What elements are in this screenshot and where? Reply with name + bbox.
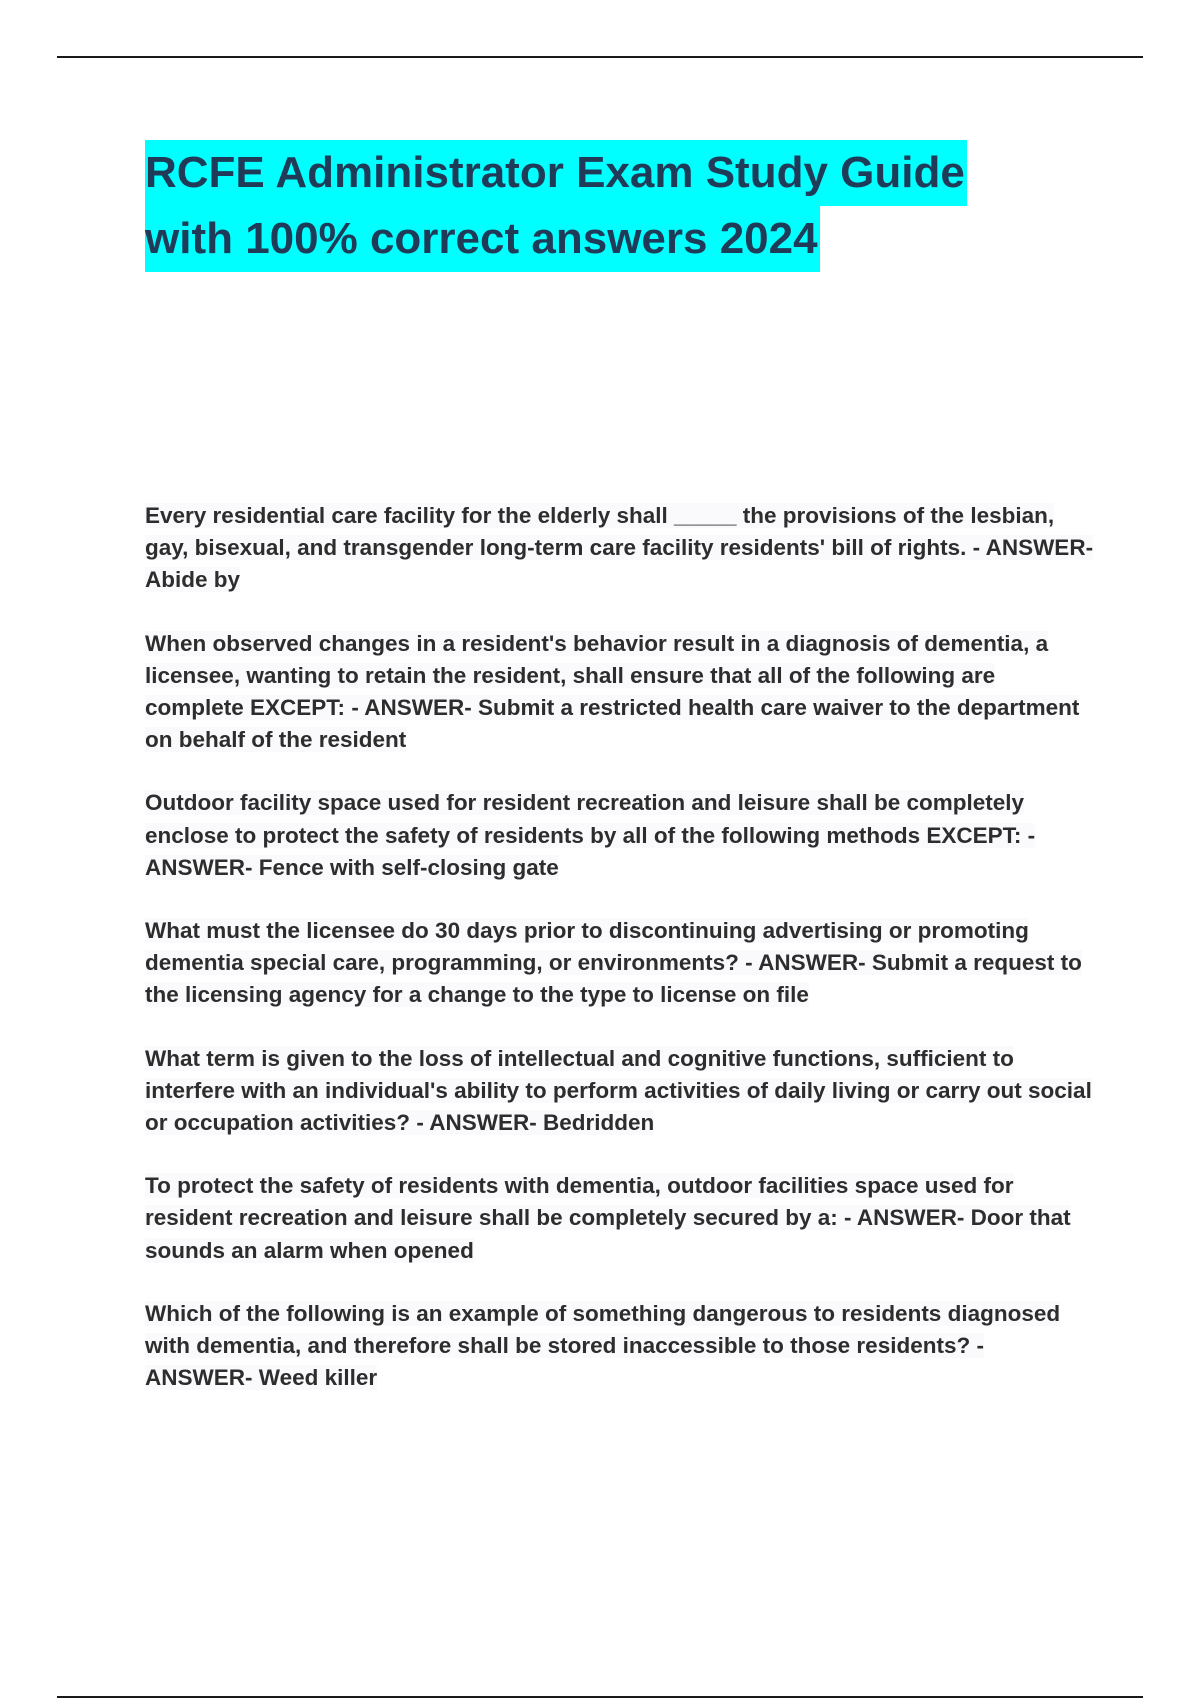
qa-list: [145, 500, 1095, 1425]
qa-item: [145, 628, 1095, 757]
document-title: [145, 140, 1075, 272]
question-text: Every residential care facility for the elderly shall _____ the provisions of the lesbian, gay, bisexual, and transgender long-term care facility residents' bill of rights.: [145, 503, 1055, 561]
bottom-rule: [57, 1696, 1143, 1698]
answer-text: Submit a request to the licensing agency for a change to the type to license on file: [145, 950, 1082, 1008]
qa-item: [145, 1170, 1095, 1267]
question-text: To protect the safety of residents with dementia, outdoor facilities space used for resident recreation and leisure shall be completely secured by a:: [145, 1173, 1014, 1231]
title-line-2: with 100% correct answers 2024: [145, 206, 820, 272]
answer-separator: - ANSWER-: [966, 535, 1094, 561]
answer-text: Bedridden: [542, 1110, 655, 1136]
answer-text: Door that sounds an alarm when opened: [145, 1205, 1071, 1263]
answer-separator: - ANSWER-: [837, 1205, 971, 1231]
answer-text: Submit a restricted health care waiver to the department on behalf of the resident: [145, 695, 1080, 753]
question-text: Which of the following is an example of something dangerous to residents diagnosed with dementia, and therefore shall be stored inaccessible to those residents?: [145, 1300, 1061, 1359]
answer-text: Abide by: [145, 567, 241, 593]
question-text: Outdoor facility space used for resident recreation and leisure shall be completely enclose to protect the safety of residents by all of the following methods EXCEPT:: [145, 790, 1025, 848]
answer-separator: - ANSWER-: [345, 695, 478, 721]
answer-separator: - ANSWER-: [410, 1110, 543, 1136]
qa-item: [145, 1298, 1095, 1395]
answer-separator: - ANSWER-: [738, 950, 872, 976]
answer-text: Fence with self-closing gate: [258, 854, 559, 880]
qa-item: [145, 915, 1095, 1012]
qa-item: [145, 500, 1095, 597]
qa-item: [145, 787, 1095, 884]
question-text: What must the licensee do 30 days prior to discontinuing advertising or promoting dementia special care, programming, or environments?: [145, 918, 1029, 976]
answer-text: Weed killer: [258, 1365, 378, 1391]
answer-separator: - ANSWER-: [145, 822, 1036, 880]
question-text: What term is given to the loss of intellectual and cognitive functions, sufficient to interfere with an individual's ability to perform activities of daily living or carry out social or occupation activities?: [145, 1045, 1092, 1136]
qa-item: [145, 1043, 1095, 1140]
answer-separator: - ANSWER-: [145, 1333, 984, 1391]
top-rule: [57, 56, 1143, 58]
title-line-1: RCFE Administrator Exam Study Guide: [145, 140, 967, 206]
question-text: When observed changes in a resident's behavior result in a diagnosis of dementia, a licensee, wanting to retain the resident, shall ensure that all of the following are complete EXCEPT:: [145, 630, 1049, 721]
